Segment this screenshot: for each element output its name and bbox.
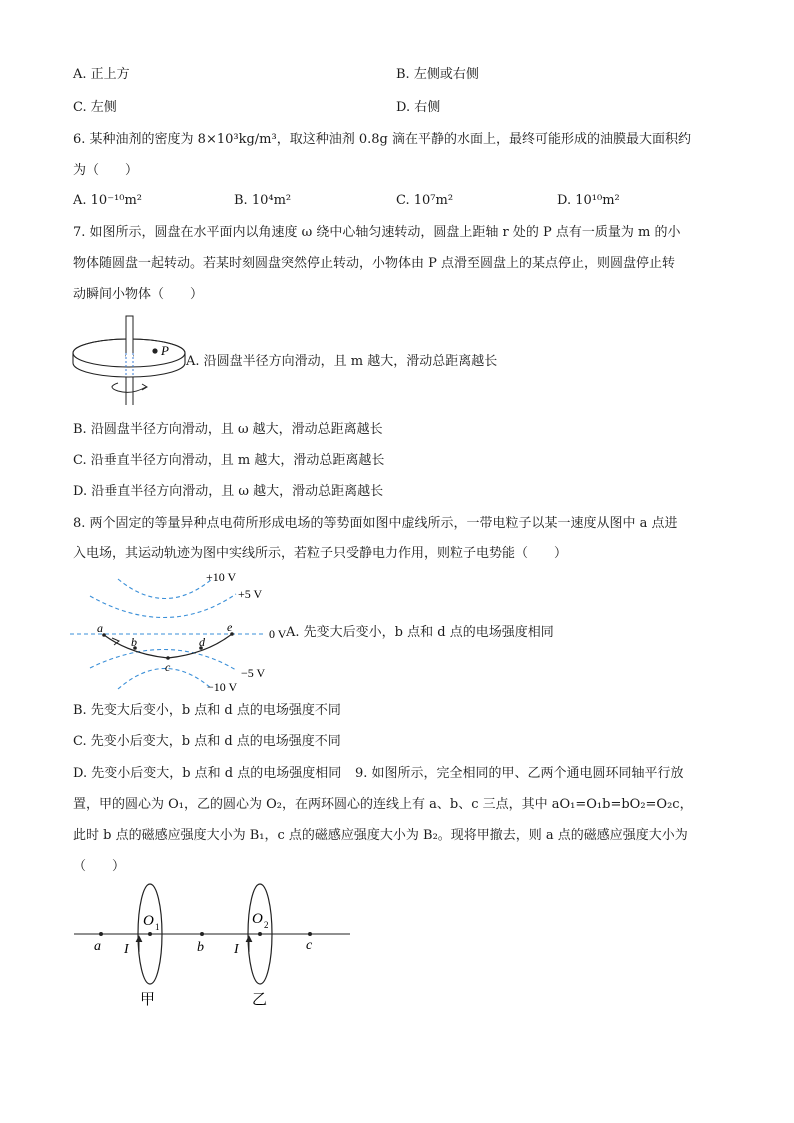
particle-trajectory (104, 634, 232, 658)
q8-stem-line-1: 8. 两个固定的等量异种点电荷所形成电场的等势面如图中虚线所示，一带电粒子以某一速度从图中 a 点进 (73, 516, 678, 531)
label-0v: 0 V (269, 627, 287, 641)
q9-stem-line-3: 此时 b 点的磁感应强度大小为 B₁，c 点的磁感应强度大小为 B₂。现将甲撤去，则 a 点的磁感应强度大小为 (73, 828, 688, 843)
label-o1-sub: 1 (155, 922, 160, 932)
q6-option-c: C. 10⁷m² (396, 193, 454, 208)
point-a (99, 932, 103, 936)
point-p-label: P (161, 343, 169, 358)
q6-stem-line-2: 为（ ） (73, 163, 139, 178)
point-c-label: c (165, 660, 171, 674)
q8-option-c: C. 先变小后变大，b 点和 d 点的电场强度不同 (73, 734, 341, 749)
point-d-label: d (199, 635, 205, 649)
equipotential-figure (70, 568, 310, 696)
q7-stem-line-1: 7. 如图所示，圆盘在水平面内以角速度 ω 绕中心轴匀速转动，圆盘上距轴 r 处的 P 点有一质量为 m 的小 (73, 225, 681, 240)
q5-option-d: D. 右侧 (396, 100, 441, 115)
point-a-label: a (97, 621, 103, 635)
point-c (308, 932, 312, 936)
q8-option-d: D. 先变小后变大，b 点和 d 点的电场强度相同 (73, 766, 342, 781)
q6-option-d: D. 10¹⁰m² (557, 193, 620, 208)
q9-stem-line-1: 9. 如图所示，完全相同的甲、乙两个通电圆环同轴平行放 (355, 766, 684, 781)
label-i-yi: I (234, 942, 239, 957)
axle-upper (126, 316, 133, 356)
current-arrow-jia (136, 936, 142, 942)
label-minus-5v: −5 V (241, 666, 266, 680)
rotating-disk-figure (66, 313, 191, 408)
label-minus-10v: −10 V (207, 680, 238, 694)
q7-stem-line-2: 物体随圆盘一起转动。若某时刻圆盘突然停止转动，小物体由 P 点滑至圆盘上的某点停止，则圆盘停止转 (73, 256, 676, 271)
q7-stem-line-3: 动瞬间小物体（ ） (73, 287, 204, 302)
label-a: a (94, 939, 101, 954)
q7-option-b: B. 沿圆盘半径方向滑动，且 ω 越大，滑动总距离越长 (73, 422, 383, 437)
q9-stem-line-2: 置，甲的圆心为 O₁，乙的圆心为 O₂，在两环圆心的连线上有 a、b、c 三点，其中 aO₁=O₁b=bO₂=O₂c， (73, 797, 693, 812)
q8-stem-line-2: 入电场，其运动轨迹为图中实线所示，若粒子只受静电力作用，则粒子电势能（ ） (73, 546, 568, 561)
point-p-marker (152, 348, 157, 353)
point-e-label: e (227, 620, 233, 634)
q8-option-a: A. 先变大后变小，b 点和 d 点的电场强度相同 (286, 625, 554, 640)
q6-option-a: A. 10⁻¹⁰m² (73, 193, 143, 208)
label-b: b (197, 940, 204, 955)
label-plus-10v: +10 V (206, 570, 237, 584)
q9-stem-line-4: （ ） (73, 859, 126, 874)
q8-option-b: B. 先变大后变小，b 点和 d 点的电场强度不同 (73, 703, 341, 718)
label-o2-sub: 2 (264, 920, 269, 930)
point-b-label: b (131, 635, 137, 649)
q7-option-a: A. 沿圆盘半径方向滑动，且 m 越大，滑动总距离越长 (186, 354, 498, 369)
label-c: c (306, 938, 313, 953)
label-yi: 乙 (252, 992, 268, 1008)
q7-option-d: D. 沿垂直半径方向滑动，且 ω 越大，滑动总距离越长 (73, 484, 384, 499)
q5-option-a: A. 正上方 (73, 67, 130, 82)
current-arrow-yi (246, 936, 252, 942)
label-plus-5v: +5 V (238, 587, 263, 601)
q6-stem-line-1: 6. 某种油剂的密度为 8×10³kg/m³，取这种油剂 0.8g 滴在平静的水面上，最终可能形成的油膜最大面积约 (73, 132, 691, 147)
label-o1: O (143, 913, 154, 929)
q5-option-c: C. 左侧 (73, 100, 117, 115)
label-o2: O (252, 911, 263, 927)
point-b (200, 932, 204, 936)
q5-option-b: B. 左侧或右侧 (396, 67, 479, 82)
label-i-jia: I (124, 942, 129, 957)
rotation-arrow (112, 383, 146, 392)
q6-option-b: B. 10⁴m² (234, 193, 292, 208)
q7-option-c: C. 沿垂直半径方向滑动，且 m 越大，滑动总距离越长 (73, 453, 385, 468)
coaxial-rings-figure (70, 876, 360, 1011)
center-o1 (148, 932, 152, 936)
center-o2 (258, 932, 262, 936)
label-jia: 甲 (140, 992, 156, 1008)
